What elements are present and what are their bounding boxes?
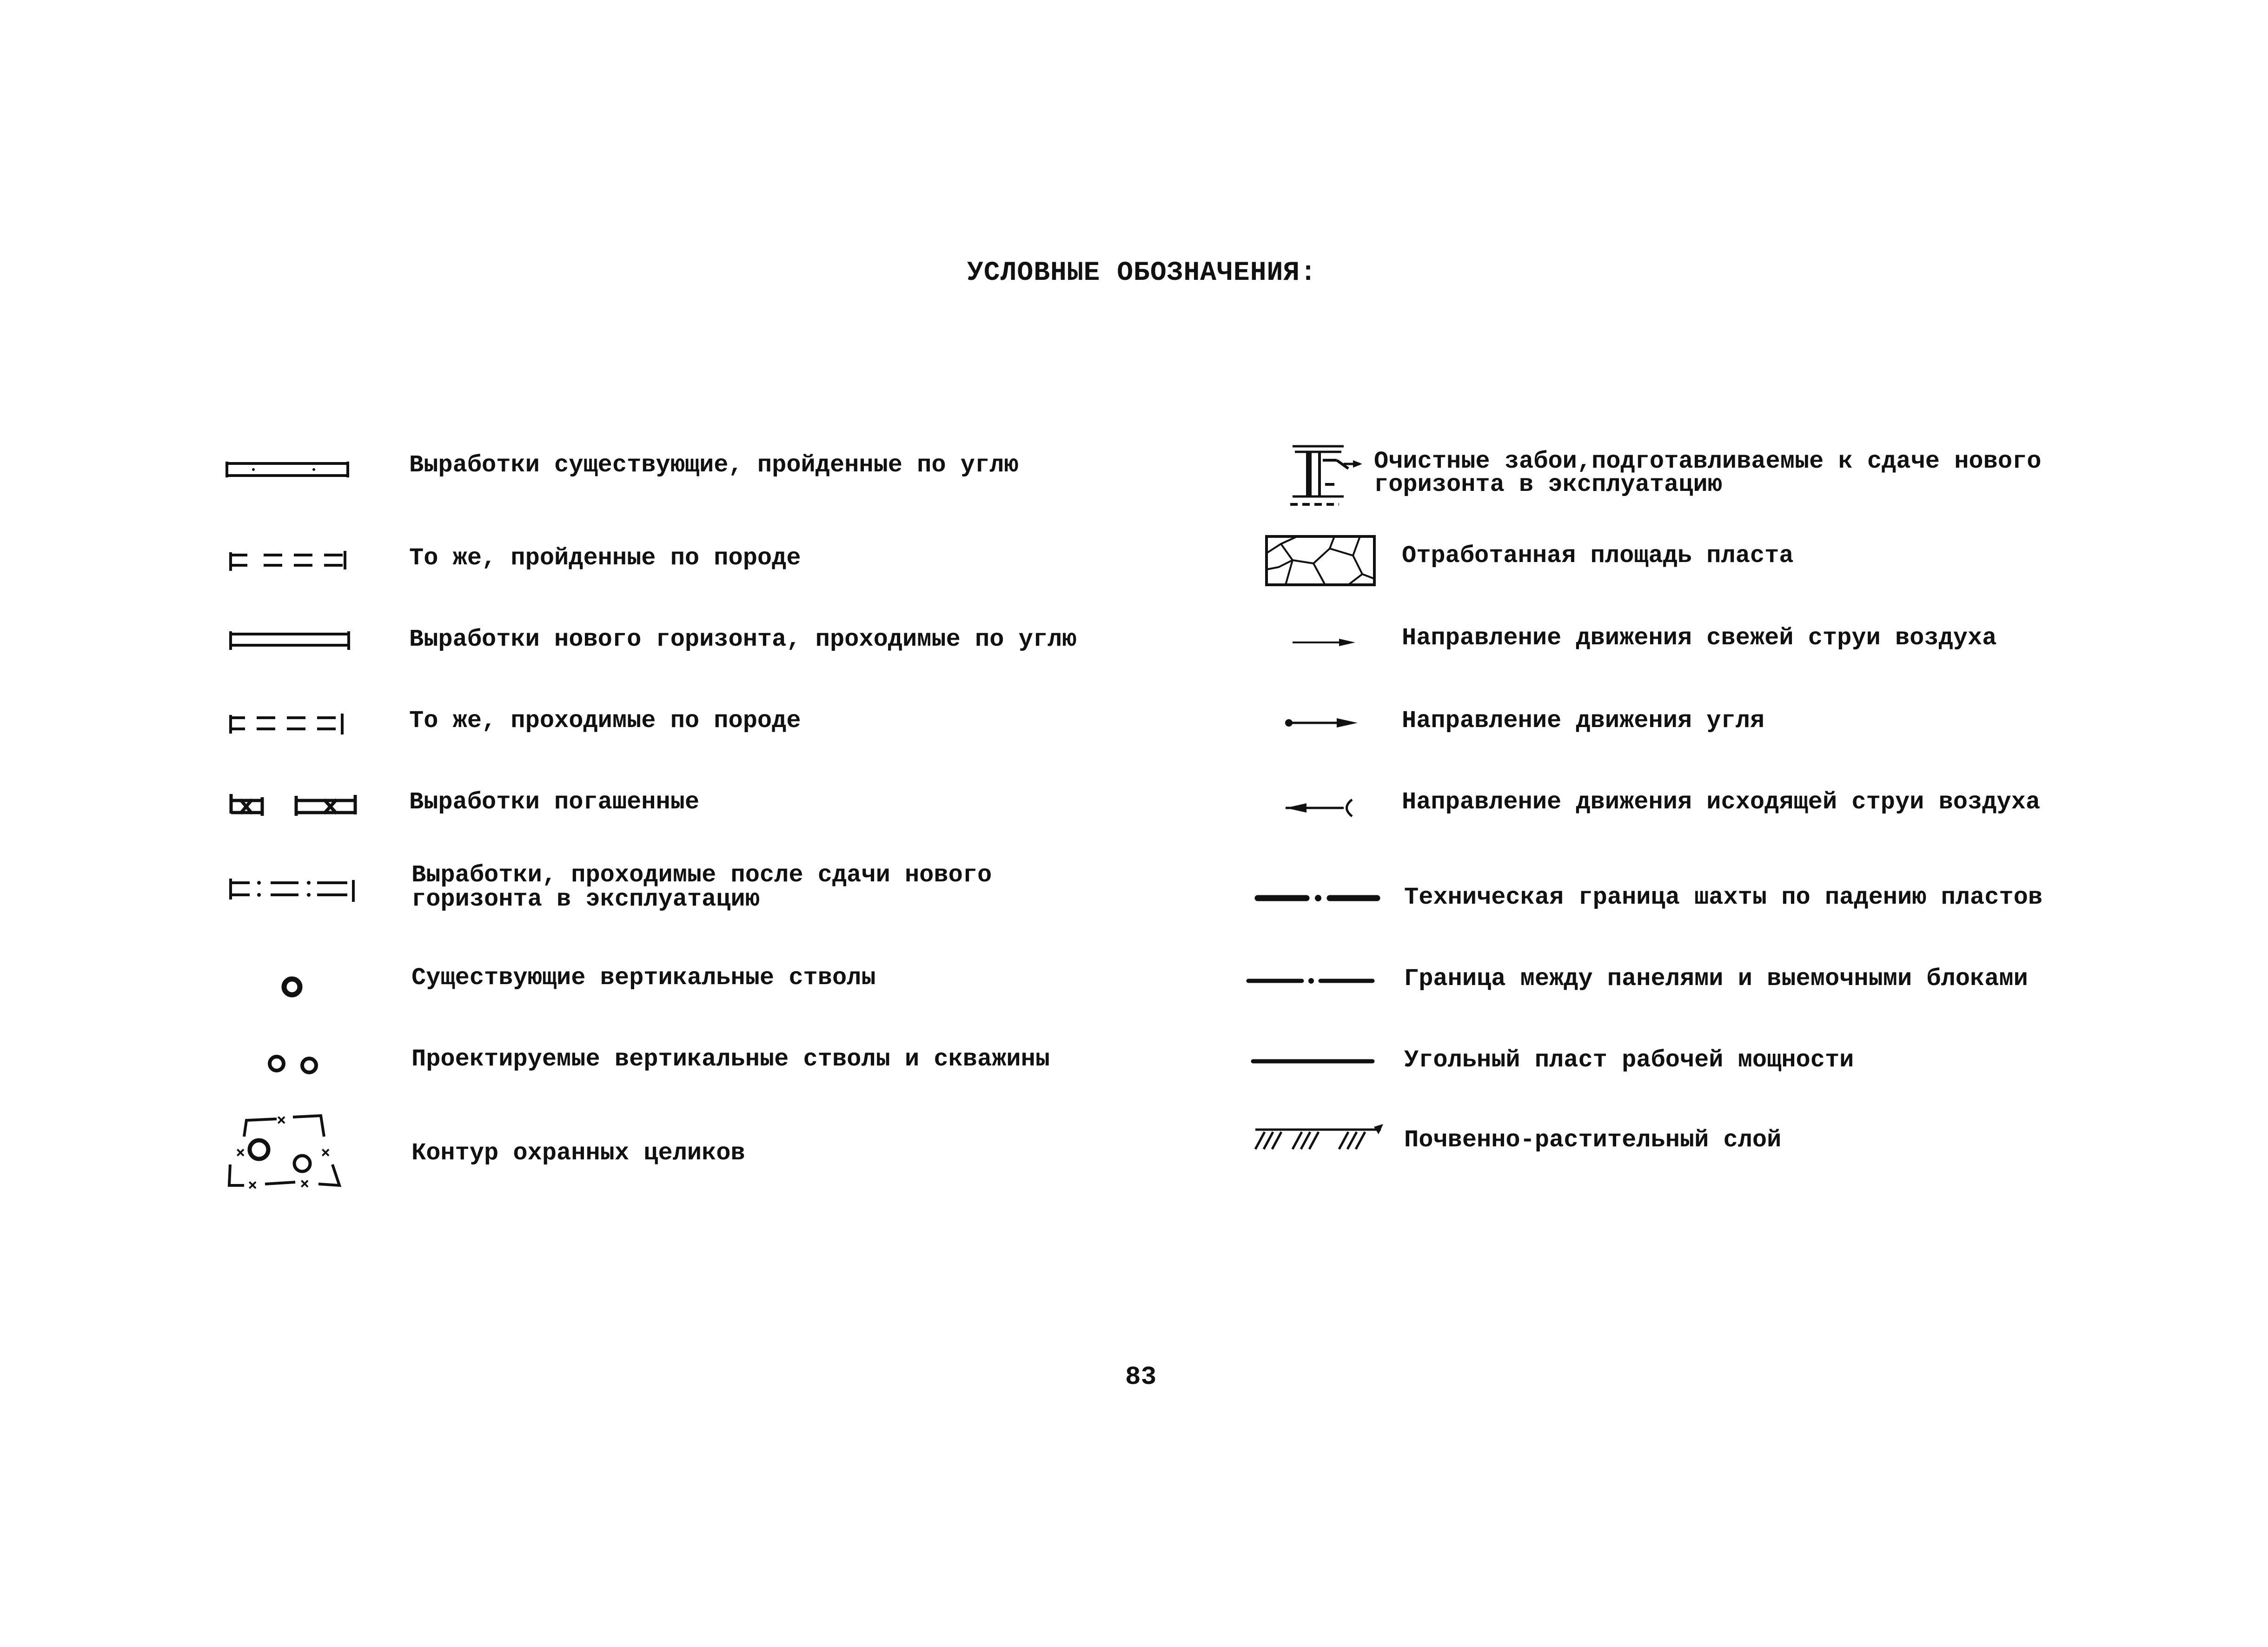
cross-mark: × (321, 1143, 331, 1162)
legend-label: Выработки, проходимые после сдачи нового горизонта в эксплуатацию (411, 861, 992, 913)
legend-label: Граница между панелями и выемочными блоками (1404, 965, 2028, 992)
existing-coal-workings-symbol (225, 458, 351, 481)
legend-title: УСЛОВНЫЕ ОБОЗНАЧЕНИЯ: (967, 258, 1317, 288)
cross-mark: × (277, 1111, 286, 1129)
legend-label: Направление движения свежей струи воздуха (1402, 624, 1997, 652)
protective-pillar-contour-symbol (225, 1109, 346, 1197)
mined-out-area-symbol (1265, 535, 1376, 588)
existing-shaft-symbol (278, 973, 306, 1001)
legend-label: Контур охранных целиков (411, 1139, 745, 1167)
projected-shafts-symbol (265, 1051, 325, 1078)
panel-boundary-symbol (1246, 972, 1376, 990)
legend-label: То же, пройденные по породе (409, 544, 801, 572)
new-level-rock-workings-symbol (229, 711, 359, 737)
legend-label: Выработки существующие, пройденные по углю (409, 451, 1019, 479)
new-level-coal-workings-symbol (229, 628, 354, 653)
coal-flow-arrow-symbol (1283, 714, 1362, 732)
fresh-air-arrow-symbol (1290, 632, 1365, 651)
longwall-face-symbol (1283, 442, 1367, 511)
legend-label: Угольный пласт рабочей мощности (1404, 1046, 1854, 1074)
legend-label: Существующие вертикальные стволы (411, 964, 876, 992)
legend-label: Отработанная площадь пласта (1402, 542, 1794, 569)
return-air-arrow-symbol (1283, 795, 1358, 818)
soil-layer-symbol (1246, 1120, 1395, 1158)
legend-label: Направление движения исходящей струи воздуха (1402, 788, 2041, 816)
cross-mark: × (236, 1143, 245, 1162)
legend-label: Выработки нового горизонта, проходимые по углю (409, 626, 1077, 653)
mine-boundary-symbol (1255, 889, 1381, 907)
legend-label: Проектируемые вертикальные стволы и скважины (411, 1045, 1050, 1073)
legend-label: То же, проходимые по породе (409, 707, 801, 734)
post-handover-workings-symbol (229, 876, 364, 904)
legend-label: Направление движения угля (1402, 707, 1765, 734)
legend-label: Очистные забои,подготавливаемые к сдаче нового горизонта в эксплуатацию (1374, 448, 2042, 498)
cross-mark: × (248, 1176, 258, 1194)
coal-seam-line-symbol (1251, 1054, 1376, 1068)
cross-mark: × (300, 1174, 310, 1193)
page-number: 83 (1125, 1362, 1157, 1392)
legend-label: Выработки погашенные (409, 788, 700, 816)
abandoned-workings-symbol (229, 790, 364, 823)
legend-label: Почвенно-растительный слой (1404, 1126, 1782, 1154)
legend-label: Техническая граница шахты по падению пластов (1404, 884, 2043, 911)
existing-rock-workings-symbol (229, 549, 354, 574)
